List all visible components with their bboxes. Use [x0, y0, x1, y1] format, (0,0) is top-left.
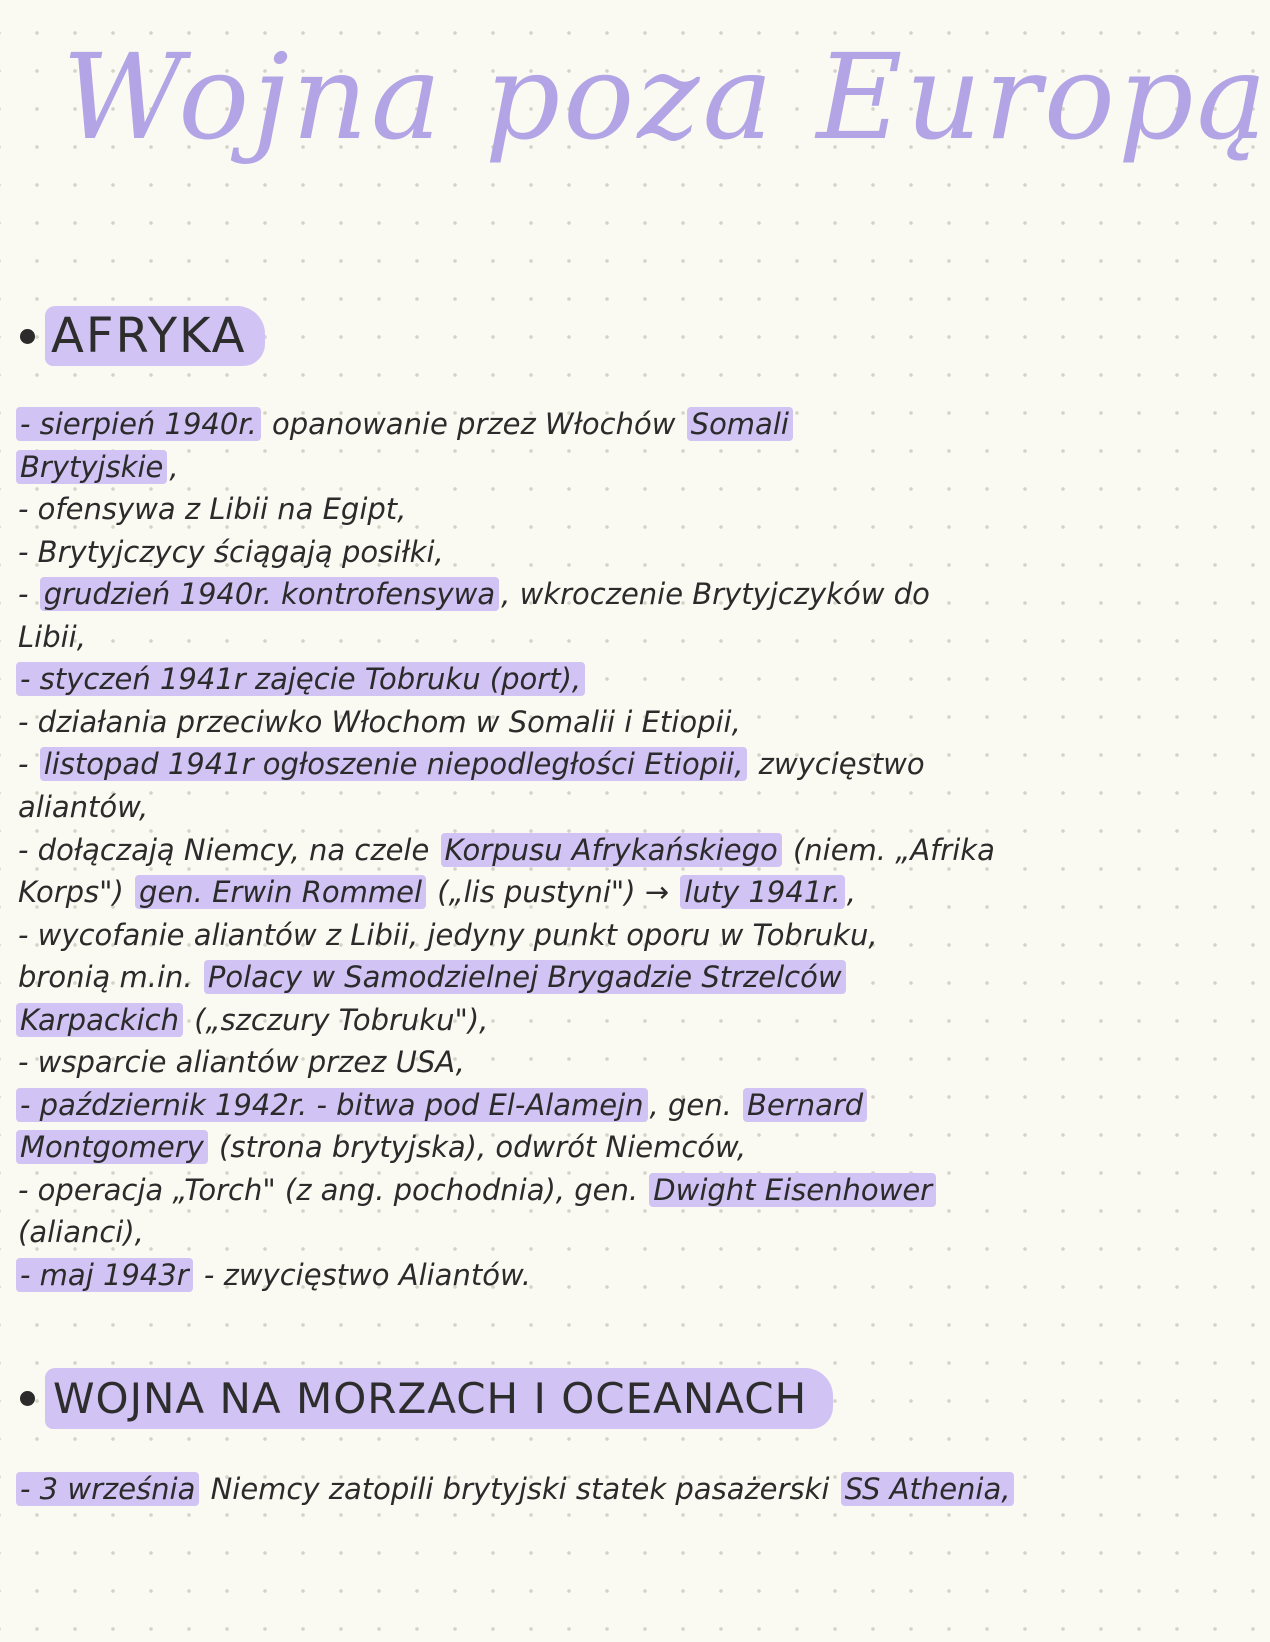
note-line — [16, 1126, 1056, 1168]
section-heading — [20, 306, 265, 366]
page-title: Wojna poza Europą — [62, 28, 1270, 166]
note-line — [16, 616, 1056, 658]
note-text: - operacja „Torch" (z ang. pochodnia), gen. — [18, 1172, 648, 1207]
section-heading — [20, 1368, 833, 1429]
note-text: - — [18, 577, 38, 612]
note-text: (strona brytyjska), odwrót Niemców, — [209, 1130, 747, 1165]
highlighted-text: Karpackich — [16, 1003, 183, 1037]
note-text: , gen. — [649, 1087, 742, 1122]
note-line — [16, 786, 1056, 828]
note-line — [16, 446, 1056, 488]
note-text: aliantów, — [18, 789, 149, 824]
note-line — [16, 1254, 1056, 1296]
highlighted-text: SS Athenia, — [841, 1472, 1015, 1506]
note-text: - działania przeciwko Włochom w Somalii i Etiopii, — [18, 704, 741, 739]
highlighted-text: grudzień 1940r. kontrofensywa — [40, 577, 499, 611]
highlighted-text: Somali — [687, 407, 793, 441]
note-text: zwycięstwo — [749, 747, 925, 782]
note-text: („szczury Tobruku"), — [184, 1002, 489, 1037]
note-text: Libii, — [18, 619, 86, 654]
note-text: - Brytyjczycy ściągają posiłki, — [18, 534, 444, 569]
bullet-icon — [20, 1391, 35, 1406]
highlighted-text: Montgomery — [16, 1130, 208, 1164]
note-text: (alianci), — [18, 1215, 144, 1250]
highlighted-text: listopad 1941r ogłoszenie niepodległości Etiopii, — [40, 747, 748, 781]
section-heading-label: AFRYKA — [45, 306, 265, 366]
note-line — [16, 871, 1056, 913]
note-text: bronią m.in. — [18, 960, 202, 995]
note-text: - wycofanie aliantów z Libii, jedyny punkt oporu w Tobruku, — [18, 917, 878, 952]
note-line — [16, 999, 1056, 1041]
highlighted-text: - styczeń 1941r zajęcie Tobruku (port), — [16, 662, 585, 696]
note-line — [16, 531, 1056, 573]
highlighted-text: Bernard — [743, 1088, 867, 1122]
note-line — [16, 1169, 1056, 1211]
note-text: Korps") — [18, 875, 134, 910]
note-line — [16, 573, 1056, 615]
note-text: - wsparcie aliantów przez USA, — [18, 1045, 465, 1080]
note-text: , — [169, 449, 179, 484]
note-line — [16, 743, 1056, 785]
note-text: - — [18, 747, 38, 782]
note-text: („lis pustyni") → — [428, 875, 679, 910]
note-line — [16, 403, 1056, 445]
note-line — [16, 701, 1056, 743]
highlighted-text: Brytyjskie — [16, 450, 167, 484]
highlighted-text: - październik 1942r. - bitwa pod El-Alamejn — [16, 1088, 648, 1122]
note-text: (niem. „Afrika — [783, 832, 995, 867]
note-line — [16, 658, 1056, 700]
note-text: opanowanie przez Włochów — [262, 407, 685, 441]
highlighted-text: - sierpień 1940r. — [16, 407, 261, 441]
note-line — [16, 956, 1056, 998]
note-line — [16, 488, 1056, 530]
highlighted-text: - maj 1943r — [16, 1258, 193, 1292]
note-text: - ofensywa z Libii na Egipt, — [18, 492, 407, 527]
note-text: - zwycięstwo Aliantów. — [194, 1258, 532, 1292]
highlighted-text: gen. Erwin Rommel — [135, 875, 426, 909]
note-line — [16, 1468, 1056, 1510]
note-line — [16, 829, 1056, 871]
highlighted-text: Polacy w Samodzielnej Brygadzie Strzelców — [204, 960, 846, 994]
note-text: Niemcy zatopili brytyjski statek pasażerski — [201, 1472, 839, 1506]
highlighted-text: Korpusu Afrykańskiego — [441, 833, 782, 867]
note-line — [16, 1041, 1056, 1083]
note-line — [16, 914, 1056, 956]
note-line — [16, 1084, 1056, 1126]
highlighted-text: luty 1941r. — [680, 875, 844, 909]
bullet-icon — [20, 329, 35, 344]
highlighted-text: - 3 września — [16, 1472, 199, 1506]
highlighted-text: Dwight Eisenhower — [649, 1173, 936, 1207]
note-line — [16, 1211, 1056, 1253]
note-text: , wkroczenie Brytyjczyków do — [501, 577, 930, 612]
note-text: - dołączają Niemcy, na czele — [18, 832, 439, 867]
section-heading-label: WOJNA NA MORZACH I OCEANACH — [45, 1368, 833, 1429]
note-text: , — [846, 875, 856, 910]
